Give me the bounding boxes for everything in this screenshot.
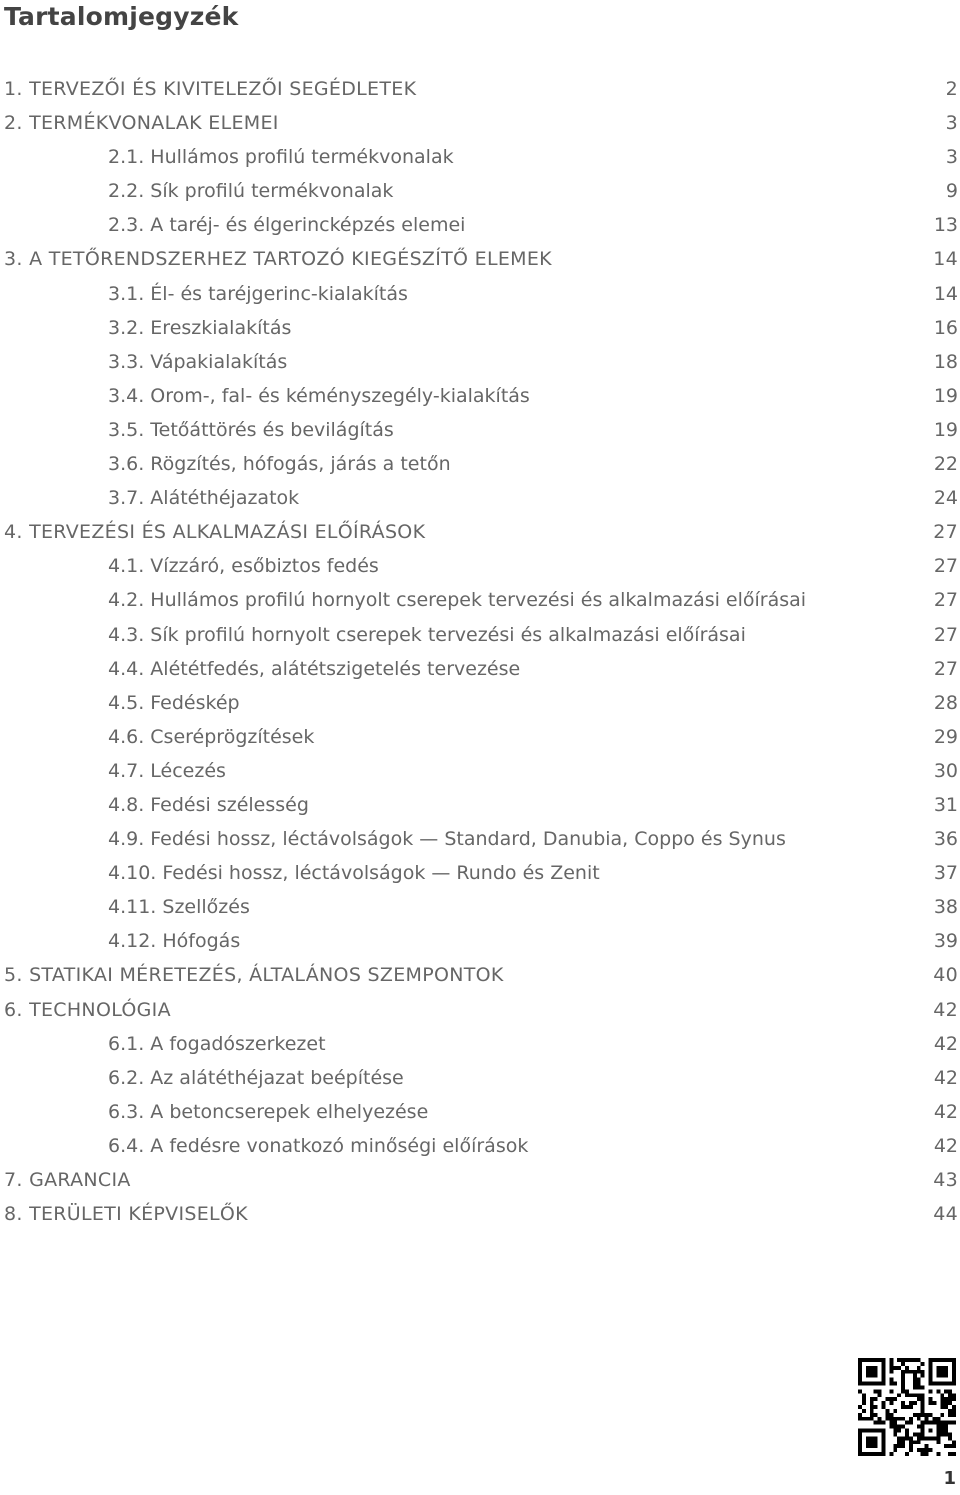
toc-section (0, 618, 960, 652)
toc-entry-page: 42 (933, 1134, 958, 1157)
toc-section (0, 311, 960, 345)
toc-entry-page: 42 (933, 1032, 958, 1055)
toc-entry-title: 6.3. A betoncserepek elhelyezése (108, 1100, 429, 1123)
toc-entry-title: 2.1. Hullámos profilú termékvonalak (108, 146, 454, 169)
toc-section (0, 345, 960, 379)
toc-chapter (0, 1163, 960, 1197)
toc-section (0, 549, 960, 583)
toc-entry-page: 22 (933, 453, 958, 476)
toc-entry-page: 37 (933, 862, 958, 885)
toc-section (0, 1061, 960, 1095)
table-of-contents (0, 72, 960, 1231)
toc-entry-page: 36 (933, 828, 958, 851)
toc-entry-page: 2 (945, 78, 958, 100)
toc-entry-page: 16 (933, 316, 958, 339)
toc-entry-page: 42 (933, 998, 958, 1021)
toc-entry-title: 4.4. Alététfedés, alátétszigetelés tervezése (108, 657, 521, 680)
toc-entry-title: 4.1. Vízzáró, esőbiztos fedés (108, 555, 379, 578)
toc-entry-title: 3.7. Alátéthéjazatok (108, 487, 300, 510)
toc-entry-title: 3.2. Ereszkialakítás (108, 316, 292, 339)
toc-entry-title: 4.2. Hullámos profilú hornyolt cserepek tervezési és alkalmazási előírásai (108, 589, 807, 612)
toc-entry-page: 30 (933, 759, 958, 782)
toc-entry-page: 27 (933, 623, 958, 646)
toc-entry-title: 2.3. A taréj- és élgerincképzés elemei (108, 214, 466, 237)
toc-section (0, 447, 960, 481)
toc-entry-title: 3.3. Vápakialakítás (108, 350, 288, 373)
page-title: Tartalomjegyzék (4, 2, 239, 31)
toc-section (0, 1027, 960, 1061)
toc-entry-page: 14 (933, 282, 958, 305)
toc-entry-title: 8. TERÜLETI KÉPVISELŐK (4, 1203, 248, 1226)
toc-entry-title: 4.6. Cseréprögzítések (108, 725, 315, 748)
toc-section (0, 277, 960, 311)
toc-entry-page: 9 (945, 180, 958, 203)
toc-section (0, 140, 960, 174)
toc-chapter (0, 1197, 960, 1231)
toc-entry-page: 18 (933, 350, 958, 373)
toc-chapter (0, 958, 960, 992)
toc-section (0, 1129, 960, 1163)
toc-section (0, 208, 960, 242)
toc-section (0, 754, 960, 788)
toc-entry-title: 2. TERMÉKVONALAK ELEMEI (4, 112, 279, 135)
toc-entry-title: 4.3. Sík profilú hornyolt cserepek tervezési és alkalmazási előírásai (108, 623, 746, 646)
toc-entry-title: 2.2. Sík profilú termékvonalak (108, 180, 394, 203)
toc-entry-title: 6.2. Az alátéthéjazat beépítése (108, 1066, 404, 1089)
toc-entry-page: 27 (933, 521, 958, 544)
toc-entry-page: 13 (933, 214, 958, 237)
toc-section (0, 686, 960, 720)
toc-entry-page: 27 (933, 589, 958, 612)
toc-entry-title: 4.9. Fedési hossz, léctávolságok — Standard, Danubia, Coppo és Synus (108, 828, 786, 851)
toc-section (0, 856, 960, 890)
toc-entry-title: 3. A TETŐRENDSZERHEZ TARTOZÓ KIEGÉSZÍTŐ ELEMEK (4, 248, 552, 271)
toc-chapter (0, 993, 960, 1027)
toc-entry-page: 31 (933, 793, 958, 816)
toc-section (0, 174, 960, 208)
toc-section (0, 720, 960, 754)
toc-entry-title: 4.7. Lécezés (108, 759, 226, 782)
toc-chapter (0, 242, 960, 276)
toc-section (0, 924, 960, 958)
toc-entry-title: 6.1. A fogadószerkezet (108, 1032, 326, 1055)
toc-section (0, 379, 960, 413)
page-number: 1 (943, 1468, 956, 1489)
toc-section (0, 652, 960, 686)
toc-entry-page: 19 (933, 418, 958, 441)
toc-entry-title: 3.1. Él- és taréjgerinc-kialakítás (108, 282, 408, 305)
toc-entry-title: 4.11. Szellőzés (108, 896, 250, 919)
toc-chapter (0, 106, 960, 140)
toc-entry-title: 4.10. Fedési hossz, léctávolságok — Rundo és Zenit (108, 862, 600, 885)
toc-entry-title: 5. STATIKAI MÉRETEZÉS, ÁLTALÁNOS SZEMPONTOK (4, 964, 504, 987)
toc-entry-page: 44 (933, 1203, 958, 1226)
toc-entry-page: 38 (933, 896, 958, 919)
toc-entry-title: 6. TECHNOLÓGIA (4, 998, 171, 1021)
toc-section (0, 788, 960, 822)
toc-entry-page: 42 (933, 1066, 958, 1089)
toc-entry-title: 1. TERVEZŐI ÉS KIVITELEZŐI SEGÉDLETEK (4, 78, 417, 100)
toc-entry-page: 40 (933, 964, 958, 987)
toc-section (0, 1095, 960, 1129)
toc-entry-page: 27 (933, 657, 958, 680)
toc-entry-page: 14 (933, 248, 958, 271)
toc-entry-page: 3 (945, 112, 958, 135)
toc-entry-title: 4.5. Fedéskép (108, 691, 240, 714)
toc-section (0, 890, 960, 924)
toc-entry-title: 7. GARANCIA (4, 1169, 131, 1191)
toc-entry-page: 19 (933, 384, 958, 407)
toc-entry-title: 4.12. Hófogás (108, 930, 241, 953)
toc-entry-page: 43 (933, 1169, 958, 1191)
qr-code-icon (858, 1358, 956, 1456)
toc-chapter (0, 515, 960, 549)
toc-section (0, 822, 960, 856)
toc-section (0, 481, 960, 515)
toc-section (0, 583, 960, 617)
toc-entry-title: 6.4. A fedésre vonatkozó minőségi előírások (108, 1134, 529, 1157)
toc-entry-title: 4. TERVEZÉSI ÉS ALKALMAZÁSI ELŐÍRÁSOK (4, 521, 426, 544)
toc-entry-title: 3.5. Tetőáttörés és bevilágítás (108, 418, 394, 441)
toc-entry-page: 28 (933, 691, 958, 714)
toc-entry-page: 24 (933, 487, 958, 510)
toc-entry-title: 3.4. Orom-, fal- és kéményszegély-kialakítás (108, 384, 530, 407)
toc-entry-title: 4.8. Fedési szélesség (108, 793, 309, 816)
toc-entry-page: 29 (933, 725, 958, 748)
toc-entry-page: 42 (933, 1100, 958, 1123)
toc-section (0, 413, 960, 447)
toc-entry-page: 27 (933, 555, 958, 578)
toc-entry-title: 3.6. Rögzítés, hófogás, járás a tetőn (108, 453, 451, 476)
toc-entry-page: 3 (945, 146, 958, 169)
toc-entry-page: 39 (933, 930, 958, 953)
toc-chapter (0, 72, 960, 106)
